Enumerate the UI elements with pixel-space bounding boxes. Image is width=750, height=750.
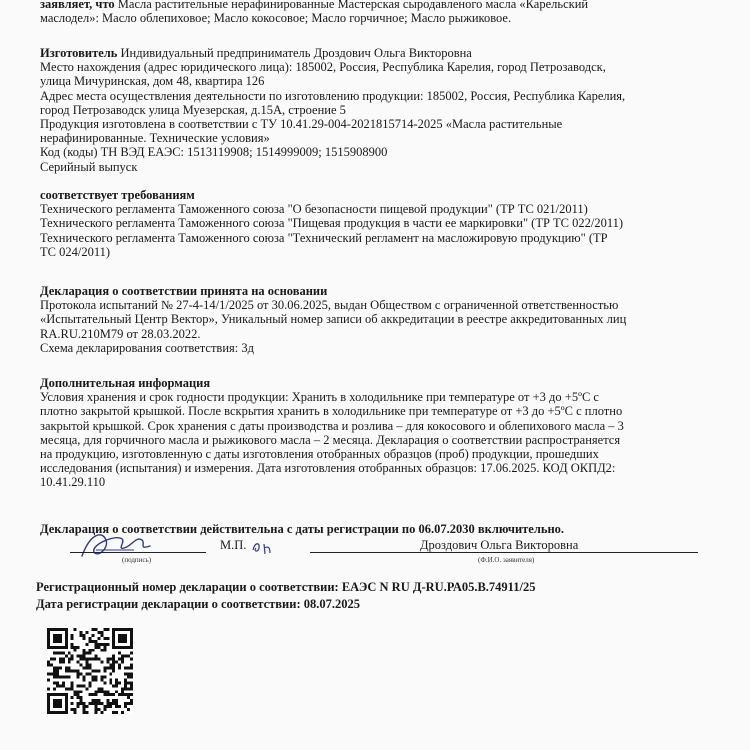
requirement-line-1: Технического регламента Таможенного союза "О безопасности пищевой продукции" (ТР ТС 021/2011) <box>40 202 588 217</box>
registration-date: Дата регистрации декларации о соответствии: 08.07.2025 <box>36 597 360 612</box>
declares-text-1: Масла растительные нерафинированные Мастерская сыродавленого масла «Карельский <box>114 0 589 11</box>
requirement-line-4: ТС 024/2011) <box>40 244 111 259</box>
basis-heading: Декларация о соответствии принята на основании <box>40 284 328 298</box>
basis-line-2: «Испытательный Центр Вектор», Уникальный номер записи об аккредитации в реестре аккредитованных лиц <box>40 312 627 327</box>
basis-line-1: Протокола испытаний № 27-4-14/1/2025 от 30.06.2025, выдан Обществом с ограниченной ответственностью <box>40 298 619 313</box>
address-line-1: Место нахождения (адрес юридического лица): 185002, Россия, Республика Карелия, город Петрозаводск, <box>40 60 606 75</box>
additional-line-3: закрытой крышкой. Срок хранения с даты производства и розлива – для кокосового и облепихового масла – 3 <box>40 418 624 433</box>
produced-line-2: нерафинированные. Технические условия» <box>40 131 270 146</box>
basis-line-4: Схема декларирования соответствия: 3д <box>40 340 254 355</box>
registration-number: Регистрационный номер декларации о соответствии: ЕАЭС N RU Д-RU.РА05.В.74911/25 <box>36 580 536 594</box>
seal-label: М.П. <box>220 538 247 552</box>
additional-line-5: на продукцию, изготовленную с даты изготовления отобранных образцов (проб) продукции, прошедших <box>40 447 599 462</box>
manufacturer-label: Изготовитель <box>40 46 118 60</box>
address-line-2: улица Мичуринская, дом 48, квартира 126 <box>40 74 265 89</box>
signer-name: Дроздович Ольга Викторовна <box>420 538 579 552</box>
requirement-line-3: Технического регламента Таможенного союза "Технический регламент на масложировую продукцию" (ТР <box>40 230 608 245</box>
signature-line <box>70 552 206 553</box>
additional-line-1: Условия хранения и срок годности продукции: Хранить в холодильнике при температуре от +3 до +5ºС с <box>40 390 599 405</box>
additional-line-4: месяца, для горчичного масла и рыжикового масла – 2 месяца. Декларация о соответствии распространяется <box>40 432 621 447</box>
activity-line-2: город Петрозаводск улица Муезерская, д.15А, строение 5 <box>40 102 346 117</box>
signature-row <box>60 536 710 576</box>
registration-section <box>36 580 701 611</box>
signer-caption: (Ф.И.О. заявителя) <box>478 556 535 564</box>
basis-section <box>40 284 705 355</box>
serial-line: Серийный выпуск <box>40 159 138 174</box>
additional-line-2: плотно закрытой крышкой. После вскрытия хранить в холодильнике при температуре от +3 до +5ºС с плотно <box>40 404 623 419</box>
seal-initials-icon <box>250 538 280 556</box>
additional-line-6: исследования (испытания) и измерения. Дата изготовления отобранных образцов: 17.06.2025. КОД ОКПД2: <box>40 461 616 476</box>
additional-section <box>40 376 705 490</box>
codes-line: Код (коды) ТН ВЭД ЕАЭС: 1513119908; 1514999009; 1515908900 <box>40 145 388 160</box>
qr-code-icon[interactable] <box>47 628 133 714</box>
requirement-line-2: Технического регламента Таможенного союза "Пищевая продукция в части ее маркировки" (ТР ТС 022/2011) <box>40 216 624 231</box>
requirements-heading: соответствует требованиям <box>40 188 195 202</box>
additional-heading: Дополнительная информация <box>40 376 211 390</box>
produced-line-1: Продукция изготовлена в соответствии с ТУ 10.41.29-004-2021815714-2025 «Масла растительные <box>40 117 563 132</box>
manufacturer-section <box>40 46 705 174</box>
requirements-section <box>40 188 705 259</box>
additional-line-7: 10.41.29.110 <box>40 475 106 490</box>
declares-prefix: заявляет, что <box>40 0 115 11</box>
manufacturer-name: Индивидуальный предприниматель Дроздович Ольга Викторовна <box>117 46 472 60</box>
declares-text-2: маслодел»: Масло облепиховое; Масло кокосовое; Масло горчичное; Масло рыжиковое. <box>40 11 512 26</box>
declaration-subject <box>40 0 705 25</box>
signature-caption: (подпись) <box>122 556 152 564</box>
basis-line-3: RA.RU.210M79 от 28.03.2022. <box>40 326 201 341</box>
validity-text: Декларация о соответствии действительна с даты регистрации по 06.07.2030 включительно. <box>40 522 565 536</box>
qr-code-graphic <box>47 628 133 714</box>
activity-line-1: Адрес места осуществления деятельности по изготовлению продукции: 185002, Россия, Республика Карелия, <box>40 88 626 103</box>
